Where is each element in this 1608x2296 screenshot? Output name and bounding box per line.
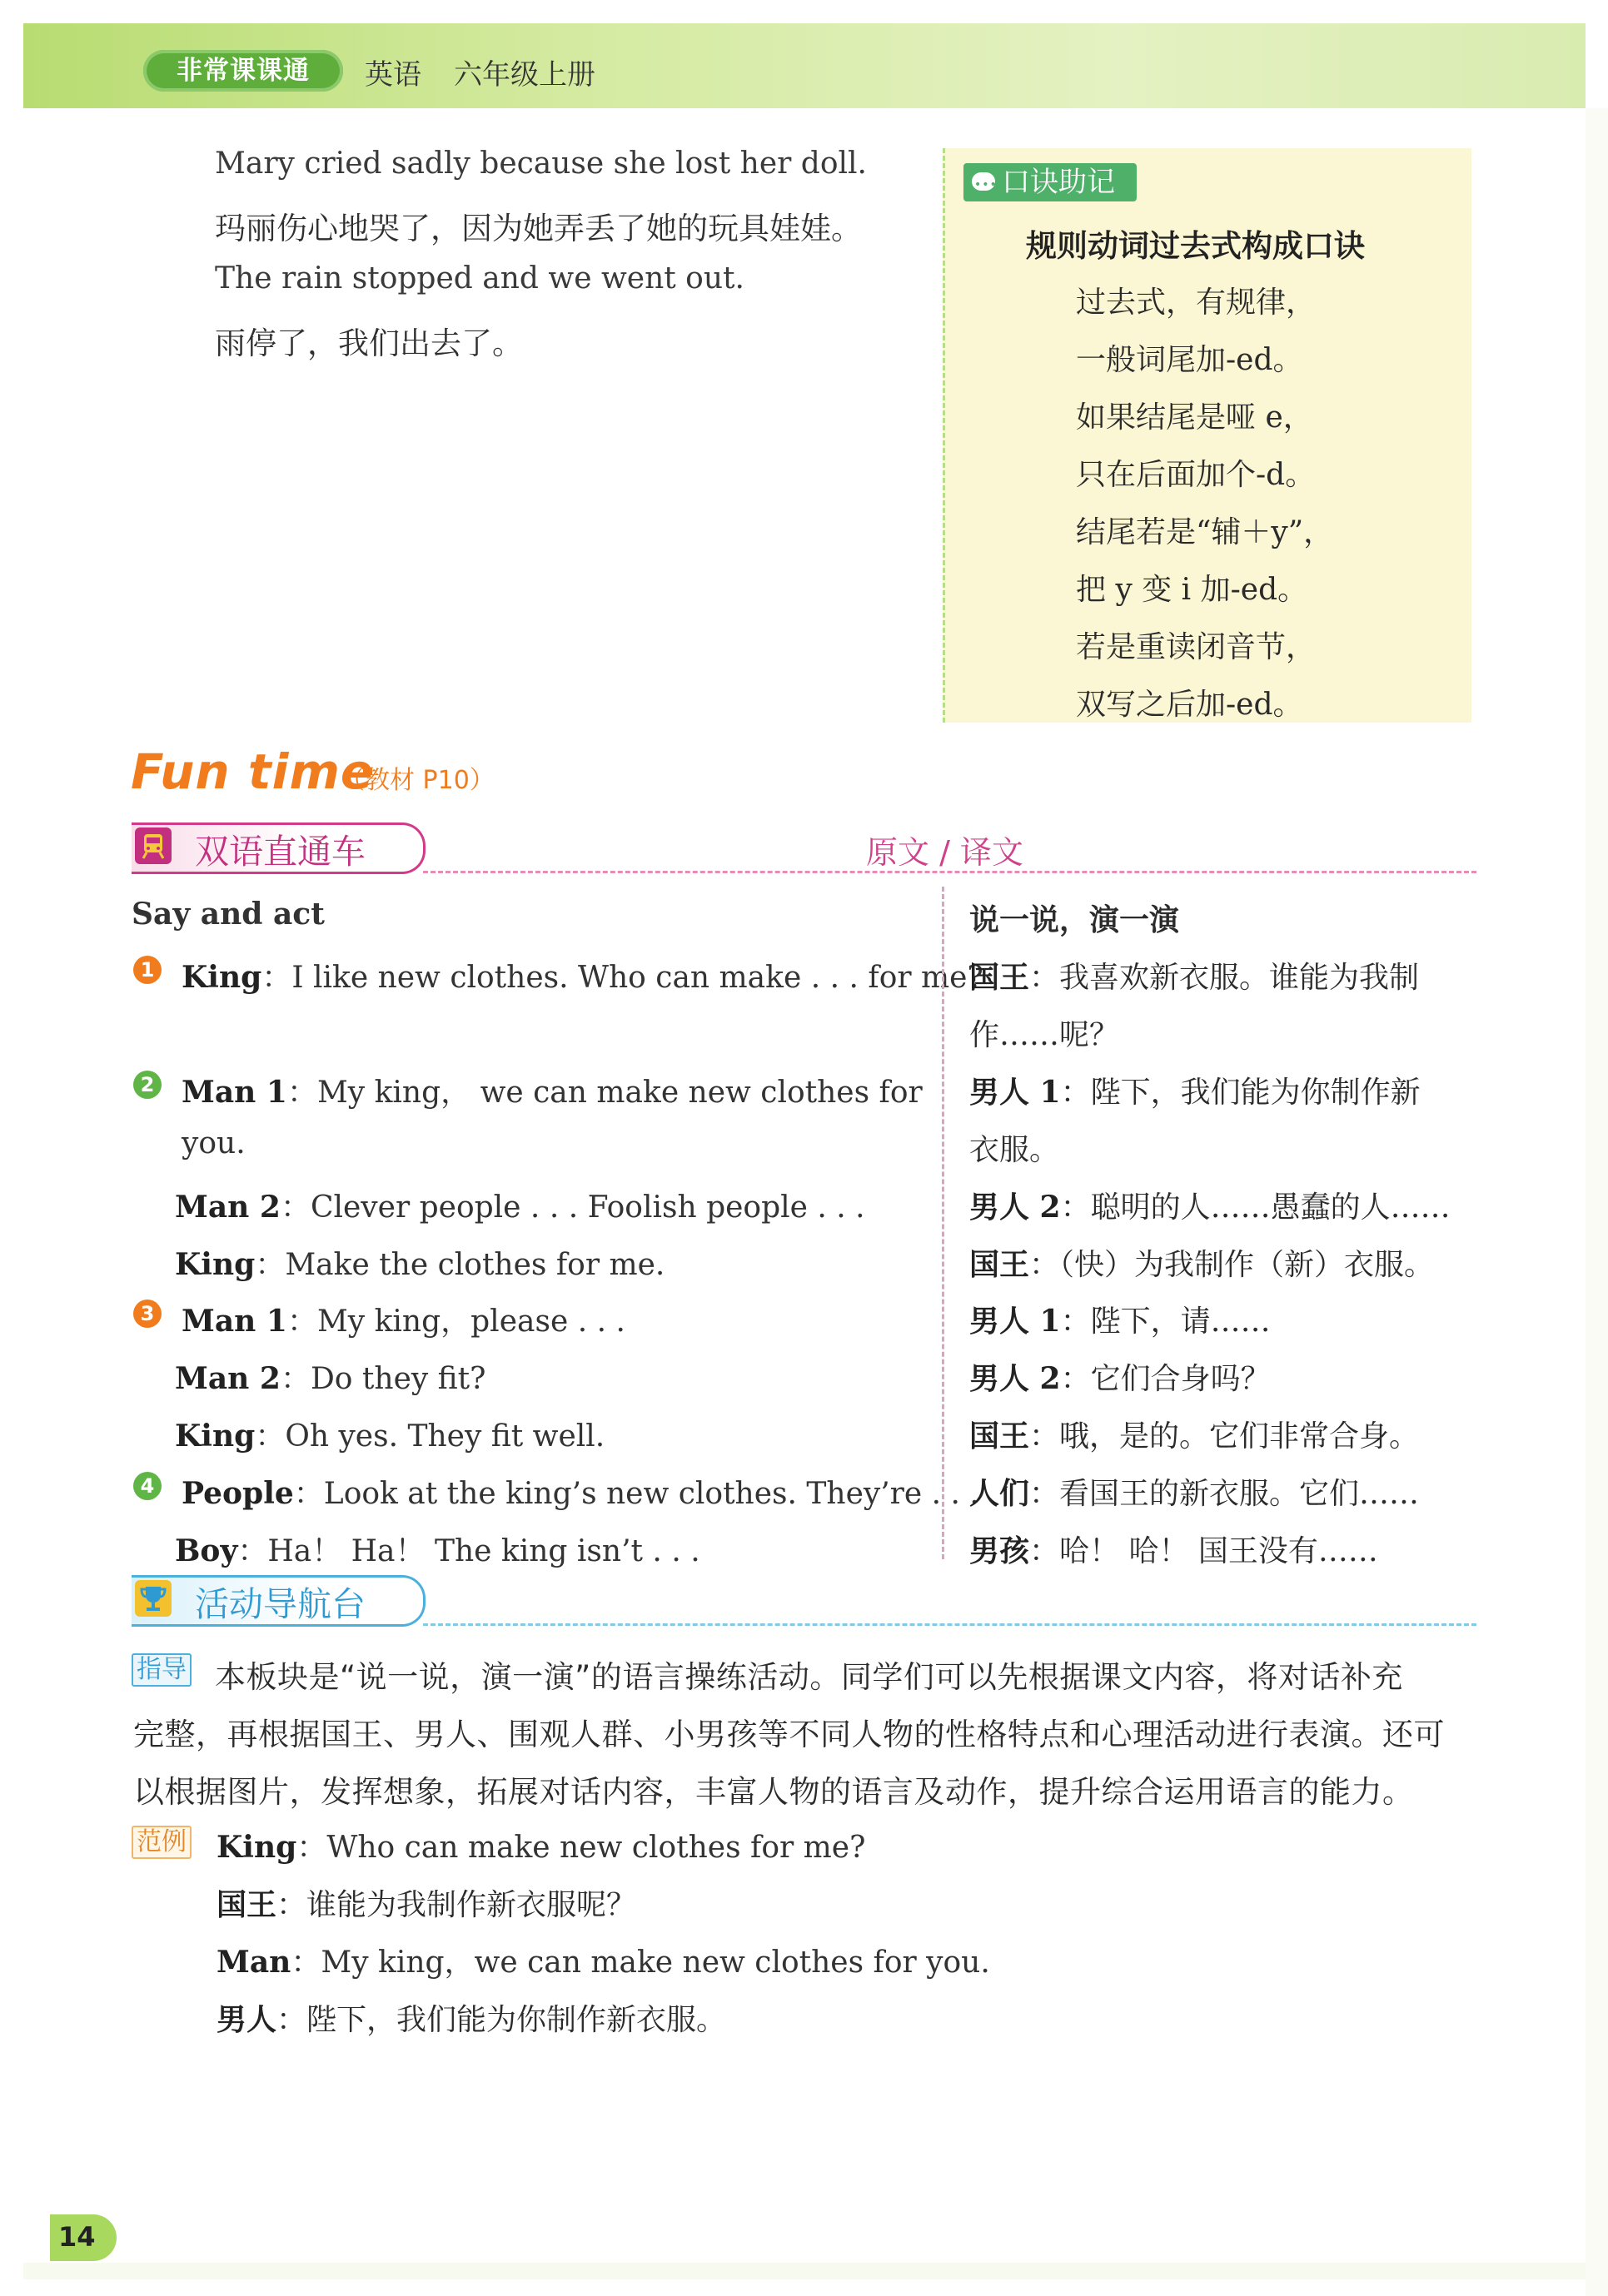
step-number: 3 (133, 1300, 162, 1328)
dialogue-heading-en: Say and act (132, 897, 325, 932)
line-text: ：哦，是的。它们非常合身。 (1029, 1419, 1420, 1454)
dialogue-line-cn (969, 1355, 1271, 1398)
line-text: ：哈！ 哈！ 国王没有…… (1029, 1534, 1378, 1568)
dialogue-line-cn (969, 1184, 1451, 1226)
mnemonic-line: 把 y 变 i 加-ed。 (1076, 573, 1308, 607)
dialogue-line-cn (969, 1241, 1434, 1284)
speaker: 男人 (217, 2003, 277, 2037)
line-text: ：Make the clothes for me. (255, 1248, 665, 1282)
speaker: King (182, 960, 262, 995)
line-text: ：My king，we can make new clothes for you. (291, 1946, 990, 1980)
speaker: 男人 2 (969, 1190, 1061, 1225)
example-sentence-en-1: Mary cried sadly because she lost her doll. (215, 147, 867, 181)
dialogue-line-en (175, 1184, 865, 1226)
speaker: Man (217, 1945, 291, 1980)
speaker: 男人 1 (969, 1304, 1061, 1339)
speaker: Man 2 (175, 1190, 281, 1225)
example-sentence-en-2: The rain stopped and we went out. (215, 261, 744, 296)
line-text: ：Look at the king’s new clothes. They’re . . . (293, 1477, 979, 1511)
mnemonic-line: 过去式，有规律， (1076, 286, 1317, 320)
subject-label: 英语 (365, 58, 421, 92)
train-icon (135, 827, 172, 864)
speaker: Man 1 (182, 1075, 287, 1110)
activity-section-title: 活动导航台 (195, 1584, 366, 1624)
dialogue-line-en (175, 1528, 700, 1570)
line-text: ：I like new clothes. Who can make . . . for me? (261, 961, 983, 995)
column-divider (942, 887, 944, 1559)
dialogue-line-en (175, 1413, 605, 1455)
step-number: 1 (133, 956, 162, 984)
speaker: 人们 (969, 1476, 1030, 1511)
dialogue-line-cn (969, 1298, 1271, 1340)
dialogue-line-en (182, 1298, 625, 1340)
brand-label: 非常课课通 (143, 50, 343, 92)
line-text: ：My king， we can make new clothes for (286, 1076, 923, 1110)
mnemonic-line: 一般词尾加-ed。 (1076, 343, 1303, 377)
speech-bubble-icon (972, 172, 995, 191)
original-translation-label: 原文 / 译文 (866, 834, 1023, 871)
line-text: ：Ha！ Ha！ The king isn’t . . . (237, 1534, 700, 1568)
textbook-reference: （教材 P10） (340, 766, 495, 795)
dialogue-line-cn (969, 1413, 1419, 1455)
dialogue-line-cn (969, 1069, 1421, 1111)
line-text: ：Clever people . . . Foolish people . . . (280, 1190, 865, 1225)
page-bottom-edge (23, 2263, 1586, 2279)
mnemonic-line: 若是重读闭音节， (1076, 630, 1317, 664)
dialogue-line-en (182, 1470, 979, 1513)
example-line (217, 1881, 636, 1924)
speaker: King (175, 1419, 256, 1454)
speaker: 国王 (969, 960, 1030, 995)
mnemonic-tag (963, 163, 1137, 201)
dialogue-heading-cn: 说一说，演一演 (969, 903, 1180, 937)
line-text: ：Who can make new clothes for me? (296, 1831, 866, 1865)
dialogue-line-cn: 衣服。 (969, 1133, 1060, 1167)
speaker: King (217, 1830, 297, 1865)
dialogue-line-en (182, 954, 983, 996)
speaker: King (175, 1247, 256, 1282)
dialogue-line-cn (969, 1528, 1378, 1570)
guide-text-line: 本板块是“说一说，演一演”的语言操练活动。同学们可以先根据课文内容，将对话补充 (215, 1659, 1403, 1695)
mnemonic-line: 双写之后加-ed。 (1076, 688, 1303, 722)
line-text: ：它们合身吗？ (1060, 1362, 1271, 1396)
example-line (217, 1939, 990, 1981)
section-divider (423, 1623, 1476, 1626)
trophy-icon (135, 1580, 172, 1617)
mnemonic-line: 只在后面加个-d。 (1076, 458, 1316, 492)
speaker: 国王 (969, 1419, 1030, 1454)
line-text: ：看国王的新衣服。它们…… (1029, 1477, 1420, 1511)
example-line (217, 1996, 726, 2039)
line-text: ：Oh yes. They fit well. (255, 1419, 605, 1454)
page-edge (1586, 108, 1608, 2296)
speaker: People (182, 1476, 294, 1511)
line-text: ：谁能为我制作新衣服呢？ (276, 1888, 637, 1922)
line-text: ：陛下，我们能为你制作新衣服。 (276, 2003, 727, 2037)
line-text: ：我喜欢新衣服。谁能为我制 (1029, 961, 1420, 995)
example-line (217, 1824, 865, 1866)
speaker: 男人 1 (969, 1075, 1061, 1110)
dialogue-line-cn (969, 954, 1419, 996)
speaker: 男孩 (969, 1533, 1030, 1568)
mnemonic-line: 结尾若是“辅＋y”， (1076, 515, 1334, 549)
step-number: 4 (133, 1472, 162, 1500)
speaker: Man 2 (175, 1361, 281, 1396)
guide-tag: 指导 (132, 1653, 192, 1687)
speaker: 男人 2 (969, 1361, 1061, 1396)
line-text: ：My king，please . . . (286, 1305, 625, 1339)
example-tag: 范例 (132, 1826, 192, 1859)
speaker: Man 1 (182, 1304, 287, 1339)
speaker: Boy (175, 1533, 238, 1568)
line-text: ：聪明的人……愚蠢的人…… (1060, 1190, 1451, 1225)
grade-label: 六年级上册 (454, 58, 595, 92)
guide-text-line: 完整，再根据国王、男人、围观人群、小男孩等不同人物的性格特点和心理活动进行表演。还可 (133, 1717, 1445, 1752)
page-number: 14 (58, 2221, 96, 2253)
dialogue-line-en (182, 1069, 923, 1111)
mnemonic-tag-label: 口诀助记 (1002, 166, 1115, 199)
step-number: 2 (133, 1071, 162, 1099)
mnemonic-line: 如果结尾是哑 e， (1076, 400, 1313, 435)
speaker: 国王 (969, 1247, 1030, 1282)
example-sentence-cn-2: 雨停了，我们出去了。 (215, 326, 523, 361)
line-text: ：（快）为我制作（新）衣服。 (1029, 1248, 1435, 1282)
dialogue-line-en: you. (182, 1126, 246, 1160)
dialogue-line-cn (969, 1470, 1419, 1513)
line-text: ：Do they fit? (280, 1362, 486, 1396)
dialogue-line-en (175, 1355, 485, 1398)
mnemonic-title: 规则动词过去式构成口诀 (1026, 228, 1365, 264)
dialogue-line-en (175, 1241, 665, 1284)
speaker: 国王 (217, 1888, 277, 1922)
line-text: ：陛下，我们能为你制作新 (1060, 1076, 1421, 1110)
guide-text-line: 以根据图片，发挥想象，拓展对话内容，丰富人物的语言及动作，提升综合运用语言的能力。 (133, 1774, 1414, 1810)
line-text: ：陛下，请…… (1060, 1305, 1271, 1339)
fun-time-title: Fun time (131, 743, 375, 800)
bilingual-section-title: 双语直通车 (195, 832, 366, 872)
dialogue-line-cn: 作……呢？ (969, 1018, 1120, 1052)
example-sentence-cn-1: 玛丽伤心地哭了，因为她弄丢了她的玩具娃娃。 (215, 211, 862, 246)
